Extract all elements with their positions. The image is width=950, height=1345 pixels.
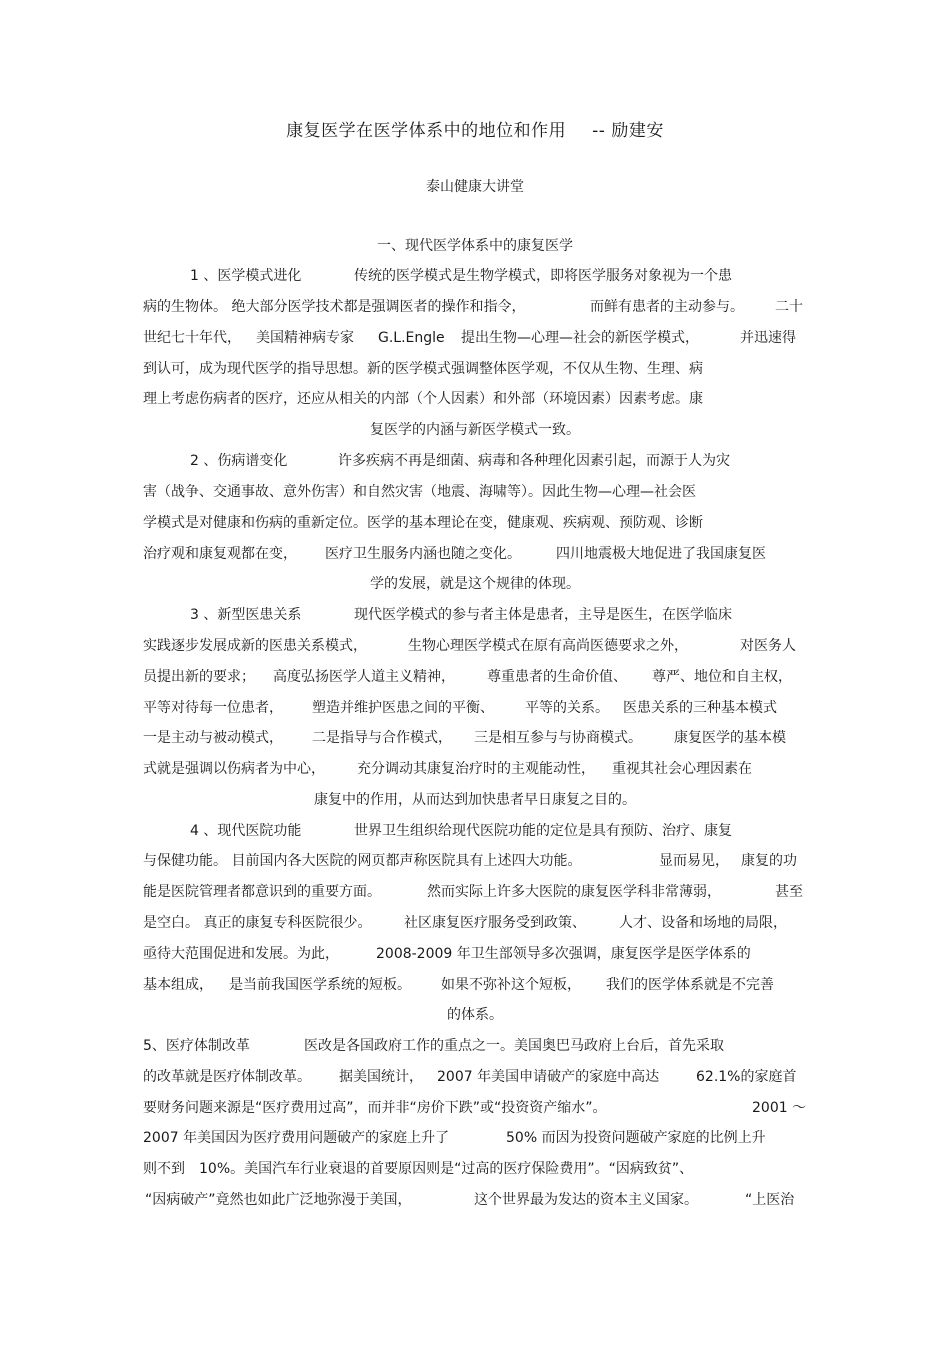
text-segment: 康复的功 — [741, 853, 797, 869]
text-segment: 对医务人 — [740, 638, 796, 654]
text-segment: 重视其社会心理因素在 — [612, 761, 752, 777]
text-segment: 50% 而因为投资问题破产家庭的比例上升 — [506, 1130, 766, 1146]
document-subtitle: 泰山健康大讲堂 — [426, 179, 524, 195]
title-author: -- 励建安 — [592, 121, 664, 141]
text-segment: 基本组成， — [143, 977, 213, 993]
section-heading: 一、现代医学体系中的康复医学 — [377, 238, 573, 254]
text-segment: 1 、医学模式进化 — [190, 268, 302, 284]
text-segment: 医改是各国政府工作的重点之一。美国奥巴马政府上台后，首先采取 — [304, 1038, 724, 1054]
text-segment: 2008-2009 年卫生部领导多次强调，康复医学是医学体系的 — [376, 946, 751, 962]
text-segment: 我们的医学体系就是不完善 — [606, 977, 774, 993]
text-segment: 的改革就是医疗体制改革。 — [143, 1069, 311, 1085]
text-segment: 现代医学模式的参与者主体是患者，主导是医生，在医学临床 — [354, 607, 732, 623]
text-segment: 二十 — [775, 299, 803, 315]
text-segment: 二是指导与合作模式， — [312, 730, 452, 746]
text-segment: 许多疾病不再是细菌、病毒和各种理化因素引起，而源于人为灾 — [338, 453, 730, 469]
text-segment: 3 、新型医患关系 — [190, 607, 302, 623]
text-segment: “因病破产”竟然也如此广泛地弥漫于美国， — [145, 1192, 412, 1208]
text-segment: 并迅速得 — [740, 330, 796, 346]
text-segment: 10%。美国汽车行业衰退的首要原因则是“过高的医疗保险费用”。“因病致贫”、 — [199, 1161, 694, 1177]
text-segment: 要财务问题来源是“医疗费用过高”，而并非“房价下跌”或“投资资产缩水”。 — [143, 1100, 607, 1116]
text-segment: 美国精神病专家 — [256, 330, 354, 346]
text-segment: 然而实际上许多大医院的康复医学科非常薄弱， — [427, 884, 721, 900]
text-segment: 据美国统计， — [339, 1069, 423, 1085]
text-segment: 显而易见， — [659, 853, 729, 869]
text-segment: 平等的关系。 — [525, 700, 609, 716]
text-segment: 世纪七十年代， — [143, 330, 241, 346]
text-segment: 提出生物—心理—社会的新医学模式， — [461, 330, 699, 346]
text-segment: 高度弘扬医学人道主义精神， — [273, 669, 455, 685]
document-title — [0, 116, 950, 141]
text-segment: 是当前我国医学系统的短板。 — [229, 977, 411, 993]
text-line: 的体系。 — [447, 1007, 503, 1023]
text-segment: 传统的医学模式是生物学模式，即将医学服务对象视为一个患 — [354, 268, 732, 284]
text-segment: 人才、设备和场地的局限， — [619, 915, 787, 931]
text-segment: 三是相互参与与协商模式。 — [474, 730, 642, 746]
text-segment: 尊重患者的生命价值、 — [487, 669, 627, 685]
text-segment: 2007 年美国申请破产的家庭中高达 — [437, 1069, 660, 1085]
text-segment: 2001 ～ — [752, 1100, 807, 1116]
text-segment: 一是主动与被动模式， — [143, 730, 283, 746]
title-main: 康复医学在医学体系中的地位和作用 — [286, 121, 567, 141]
text-segment: 则不到 — [143, 1161, 185, 1177]
text-segment: 塑造并维护医患之间的平衡、 — [312, 700, 494, 716]
text-segment: 学模式是对健康和伤病的重新定位。医学的基本理论在变，健康观、疾病观、预防观、诊断 — [143, 515, 703, 531]
text-segment: G.L.Engle — [378, 330, 445, 346]
text-line — [0, 389, 950, 449]
text-segment: 医患关系的三种基本模式 — [623, 700, 777, 716]
text-segment: 实践逐步发展成新的医患关系模式， — [143, 638, 367, 654]
text-segment: 5、医疗体制改革 — [143, 1038, 250, 1054]
text-segment: “上医治 — [745, 1192, 795, 1208]
text-line: 复医学的内涵与新医学模式一致。 — [370, 422, 580, 438]
text-segment: 如果不弥补这个短板， — [441, 977, 581, 993]
text-line: 康复中的作用，从而达到加快患者早日康复之目的。 — [314, 792, 636, 808]
text-segment: 这个世界最为发达的资本主义国家。 — [474, 1192, 698, 1208]
text-segment: 世界卫生组织给现代医院功能的定位是具有预防、治疗、康复 — [354, 823, 732, 839]
text-segment: 四川地震极大地促进了我国康复医 — [556, 546, 766, 562]
text-segment: 而鲜有患者的主动参与。 — [590, 299, 744, 315]
text-segment: 亟待大范围促进和发展。为此， — [143, 946, 339, 962]
text-segment: 是空白。 真正的康复专科医院很少。 — [143, 915, 372, 931]
text-segment: 式就是强调以伤病者为中心， — [143, 761, 325, 777]
text-segment: 尊严、地位和自主权， — [652, 669, 792, 685]
text-line — [0, 1190, 950, 1290]
text-segment: 2 、伤病谱变化 — [190, 453, 288, 469]
text-segment: 员提出新的要求； — [143, 669, 255, 685]
text-segment: 与保健功能。 目前国内各大医院的网页都声称医院具有上述四大功能。 — [143, 853, 582, 869]
text-segment: 康复医学的基本模 — [674, 730, 786, 746]
text-segment: 充分调动其康复治疗时的主观能动性， — [357, 761, 595, 777]
text-segment: 病的生物体。 绝大部分医学技术都是强调医者的操作和指令， — [143, 299, 526, 315]
text-segment: 治疗观和康复观都在变， — [143, 546, 297, 562]
text-segment: 生物心理医学模式在原有高尚医德要求之外， — [408, 638, 688, 654]
text-segment: 害（战争、交通事故、意外伤害）和自然灾害（地震、海啸等）。因此生物—心理—社会医 — [143, 484, 696, 500]
text-segment: 平等对待每一位患者， — [143, 700, 283, 716]
text-segment: 62.1%的家庭首 — [696, 1069, 797, 1085]
text-line: 学的发展，就是这个规律的体现。 — [370, 576, 580, 592]
text-segment: 2007 年美国因为医疗费用问题破产的家庭上升了 — [143, 1130, 450, 1146]
text-segment: 能是医院管理者都意识到的重要方面。 — [143, 884, 381, 900]
text-segment: 4 、现代医院功能 — [190, 823, 302, 839]
text-segment: 理上考虑伤病者的医疗，还应从相关的内部（个人因素）和外部（环境因素）因素考虑。康 — [143, 391, 703, 407]
text-segment: 社区康复医疗服务受到政策、 — [404, 915, 586, 931]
text-segment: 到认可，成为现代医学的指导思想。新的医学模式强调整体医学观，不仅从生物、生理、病 — [143, 361, 703, 377]
text-segment: 甚至 — [775, 884, 803, 900]
text-segment: 医疗卫生服务内涵也随之变化。 — [325, 546, 521, 562]
